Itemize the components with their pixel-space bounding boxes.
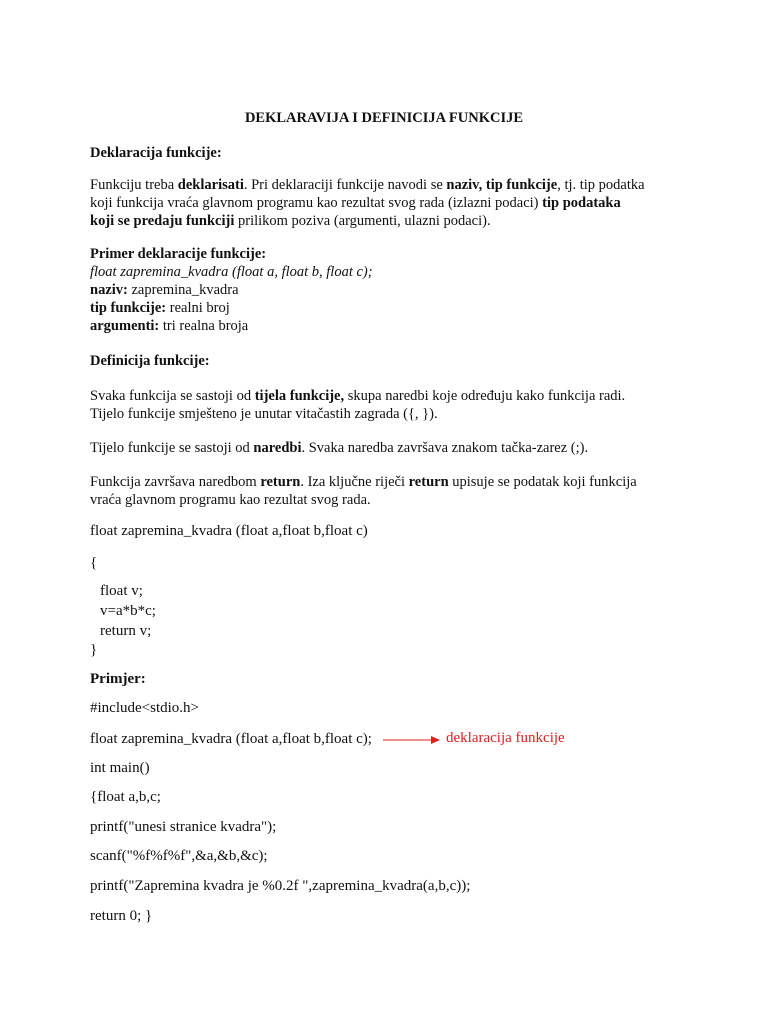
section-heading-definition: Definicija funkcije: <box>90 353 210 369</box>
code-line: v=a*b*c; <box>100 603 156 619</box>
definition-paragraph-1: Svaka funkcija se sastoji od tijela funkcije, skupa naredbi koje određuju kako funkcija radi. Tijelo funkcije smješteno je unutar vitačastih zagrada ({, }). <box>90 388 626 422</box>
example-code: float zapremina_kvadra (float a, float b, float c); <box>90 264 373 280</box>
definition-paragraph-3: Funkcija završava naredbom return. Iza ključne riječi return upisuje se podatak koji funkcija vraća glavnom programu kao rezultat svog rada. <box>90 474 637 508</box>
example-row: naziv: zapremina_kvadra <box>90 282 239 298</box>
code-include: #include<stdio.h> <box>90 700 199 716</box>
code-main: int main() <box>90 760 150 776</box>
code-close-brace: } <box>90 642 98 658</box>
code-line: return v; <box>100 623 152 639</box>
code-printf-1: printf("unesi stranice kvadra"); <box>90 819 277 835</box>
example-heading-primjer: Primjer: <box>90 671 146 687</box>
definition-paragraph-2: Tijelo funkcije se sastoji od naredbi. Svaka naredba završava znakom tačka-zarez (;). <box>90 440 589 456</box>
declaration-example <box>90 245 690 335</box>
section-heading-declaration: Deklaracija funkcije: <box>90 145 222 161</box>
code-scanf: scanf("%f%f%f",&a,&b,&c); <box>90 848 268 864</box>
code-declaration: float zapremina_kvadra (float a,float b,float c); <box>90 731 372 747</box>
function-signature: float zapremina_kvadra (float a,float b,float c) <box>90 523 368 539</box>
code-body <box>90 581 700 641</box>
example-row: argumenti: tri realna broja <box>90 318 249 334</box>
example-heading: Primer deklaracije funkcije: <box>90 246 267 262</box>
code-return: return 0; } <box>90 908 153 924</box>
declaration-paragraph: Funkciju treba deklarisati. Pri deklaraciji funkcije navodi se naziv, tip funkcije, tj. tip podatka koji funkcija vraća glavnom programu kao rezultat svog rada (izlazni podaci) tip podataka koji se predaju funkciji prilikom poziva (argumenti, ulazni podaci). <box>90 177 645 229</box>
page-title: DEKLARAVIJA I DEFINICIJA FUNKCIJE <box>244 110 524 126</box>
code-open-brace: { <box>90 555 98 571</box>
example-row: tip funkcije: realni broj <box>90 300 230 316</box>
annotation-label: deklaracija funkcije <box>446 730 565 746</box>
code-vars: {float a,b,c; <box>90 789 161 805</box>
code-printf-2: printf("Zapremina kvadra je %0.2f ",zapremina_kvadra(a,b,c)); <box>90 878 471 894</box>
code-line: float v; <box>100 583 143 599</box>
arrow-right-icon <box>383 734 441 746</box>
